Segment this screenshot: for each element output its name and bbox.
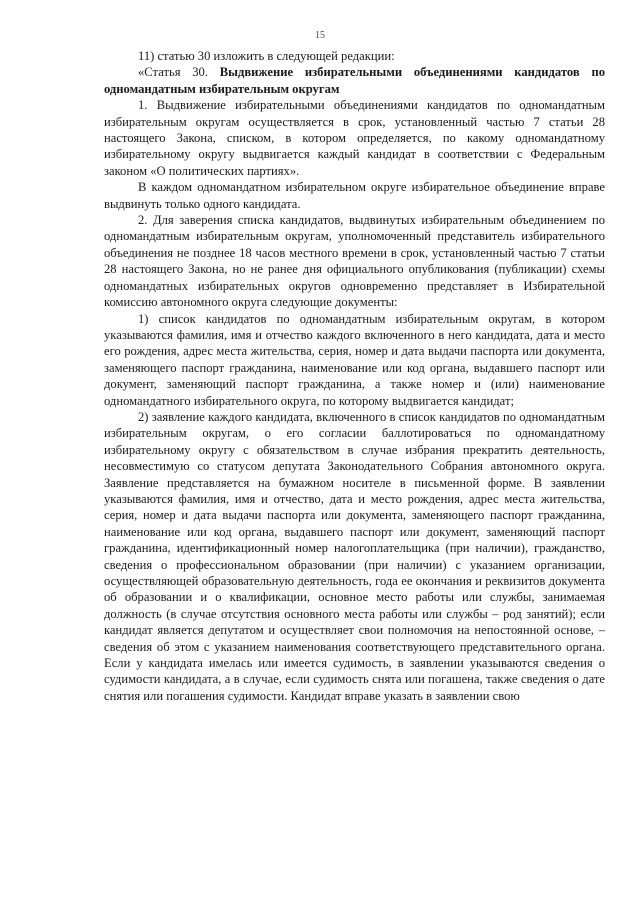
- article-heading: [104, 64, 605, 97]
- page-number: 15: [315, 30, 325, 41]
- list-item-1: 1) список кандидатов по одномандатным избирательным округам, в котором указываются фамилия, имя и отчество каждого включенного в него кандидата, дата и место его рождения, адрес места жительства, серия, номер и дата выдачи паспорта или документа, заменяющего паспорт гражданина, наименование или код органа, выдавшего паспорт или документ, заменяющий паспорт гражданина, а также номер и (или) наименование одномандатного избирательного округа, по которому выдвигается кандидат;: [104, 311, 605, 408]
- article-title: Выдвижение избирательными объединениями кандидатов по одномандатным избирательным округам: [104, 65, 605, 96]
- document-body: [104, 48, 605, 704]
- list-item-2: 2) заявление каждого кандидата, включенного в список кандидатов по одномандатным избирательным округам, о его согласии баллотироваться по одномандатному избирательному округу с обязательством в случае избрания прекратить деятельность, несовместимую со статусом депутата Законодательного Собрания автономного округа. Заявление представляется на бумажном носителе в письменной форме. В заявлении указываются фамилия, имя и отчество, дата и место рождения, адрес места жительства, серия, номер и дата выдачи паспорта или документа, заменяющего паспорт гражданина, наименование или код органа, выдавшего паспорт или документ, заменяющий паспорт гражданина, идентификационный номер налогоплательщика (при наличии), гражданство, сведения о профессиональном образовании (при наличии) с указанием организации, осуществляющей образовательную деятельность, года ее окончания и реквизитов документа об образовании и о квалификации, основное место работы или службы, занимаемая должность (в случае отсутствия основного места работы или службы – род занятий); если кандидат является депутатом и осуществляет свои полномочия на непостоянной основе, – сведения об этом с указанием наименования соответствующего представительного органа. Если у кандидата имелась или имеется судимость, в заявлении указываются сведения о судимости кандидата, а в случае, если судимость снята или погашена, также сведения о дате снятия или погашения судимости. Кандидат вправе указать в заявлении свою: [104, 409, 605, 703]
- paragraph-1: 1. Выдвижение избирательными объединениями кандидатов по одномандатным избирательным округам осуществляется в срок, установленный частью 7 статьи 28 настоящего Закона, списком, в котором определяется, по какому одномандатному избирательному округу выдвигается каждый кандидат в соответствии с Федеральным законом «О политических партиях».: [104, 98, 605, 178]
- amendment-intro: 11) статью 30 изложить в следующей редакции:: [138, 49, 395, 63]
- article-prefix: «Статья 30.: [138, 65, 220, 80]
- paragraph-2: 2. Для заверения списка кандидатов, выдвинутых избирательным объединением по одномандатным избирательным округам, уполномоченный представитель избирательного объединения не позднее 18 часов местного времени в срок, установленный частью 7 статьи 28 настоящего Закона, но не ранее дня официального опубликования (публикации) схемы одномандатных избирательных округов одновременно представляет в Избирательной комиссию автономного округа следующие документы:: [104, 213, 605, 310]
- paragraph-1-continued: В каждом одномандатном избирательном округе избирательное объединение вправе выдвинуть только одного кандидата.: [104, 180, 605, 211]
